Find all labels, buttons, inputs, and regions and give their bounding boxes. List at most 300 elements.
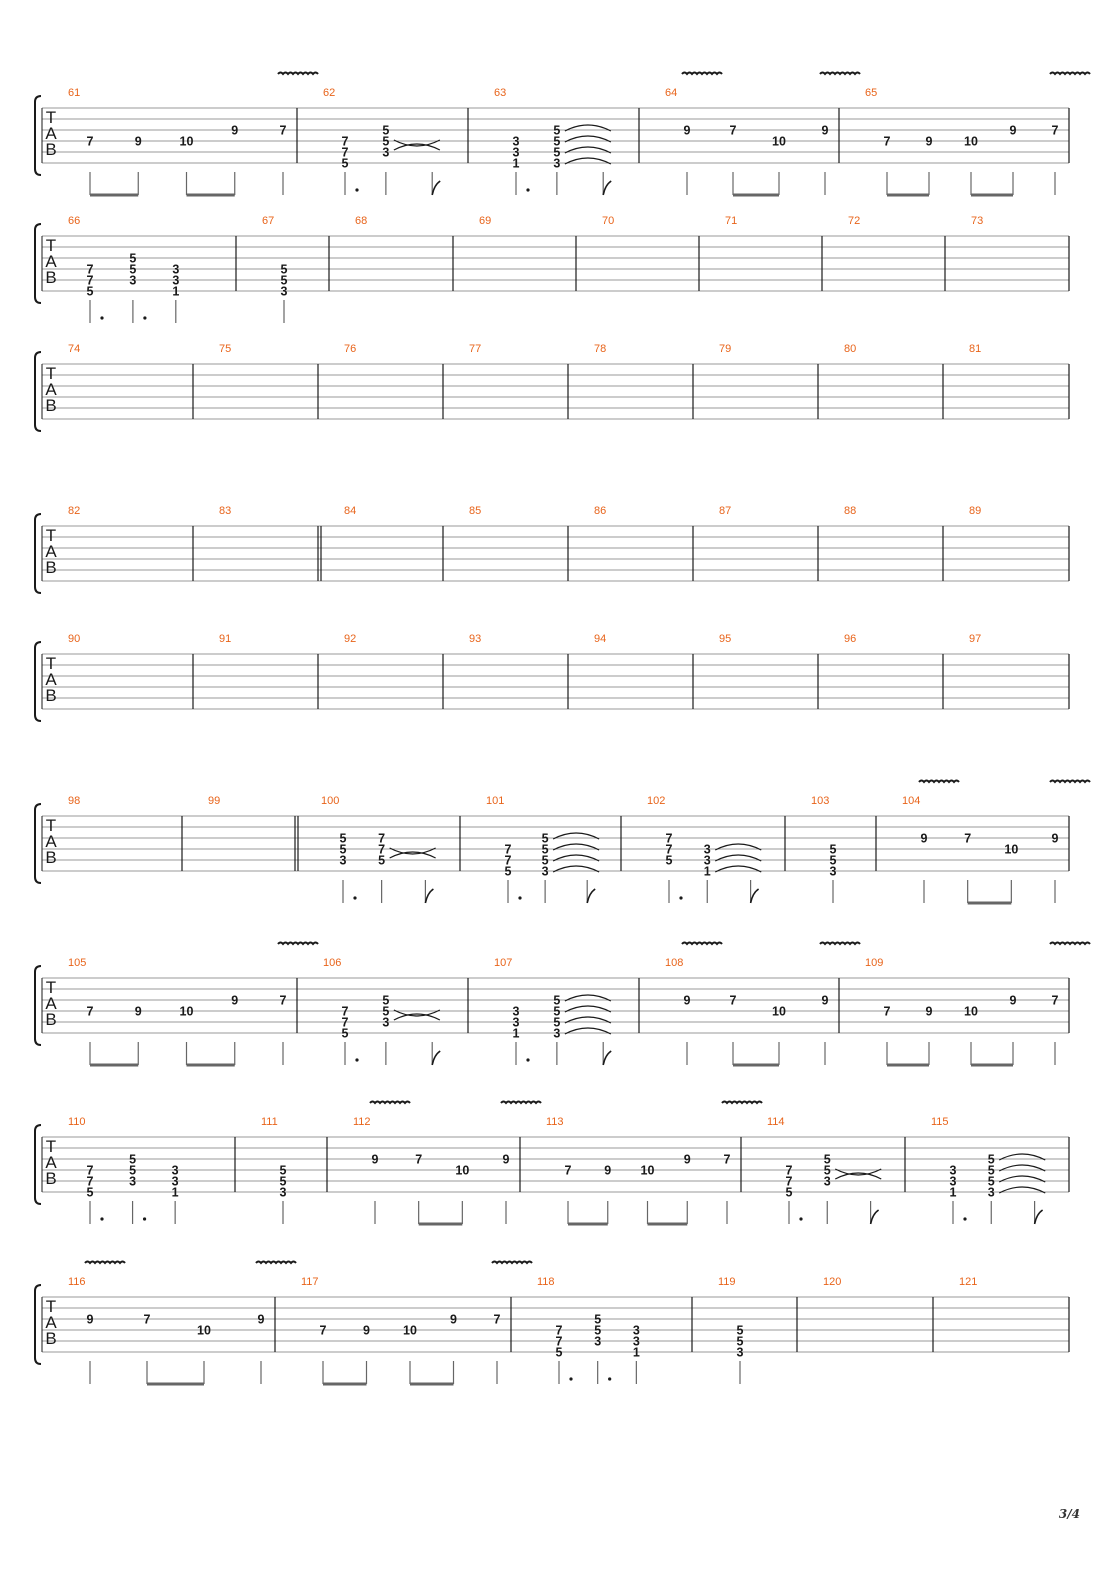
measure-number: 81 (969, 343, 982, 355)
fret-number: 5 (541, 853, 549, 868)
fret-number: 1 (703, 864, 711, 879)
tab-note (737, 1324, 744, 1385)
tab-note (256, 1262, 296, 1385)
fret-number: 3 (987, 1185, 995, 1200)
fret-number: 9 (821, 993, 829, 1008)
fret-number: 9 (231, 993, 239, 1008)
vibrato-mark (370, 1102, 410, 1104)
measure-number: 91 (219, 633, 232, 645)
tab-note (926, 135, 933, 196)
fret-number: 5 (987, 1152, 995, 1167)
vibrato-mark (278, 943, 318, 945)
measure-number: 100 (321, 795, 340, 807)
tab-note (751, 880, 759, 903)
fret-number: 7 (665, 842, 673, 857)
fret-number: 7 (86, 1004, 94, 1019)
measure-number: 87 (719, 505, 732, 517)
fret-number: 3 (553, 156, 561, 171)
measure-number: 62 (323, 87, 336, 99)
fret-number: 5 (504, 864, 512, 879)
tab-note (85, 1262, 125, 1385)
tab-note (964, 135, 978, 196)
tab-clef-letter: A (45, 542, 57, 561)
fret-number: 3 (594, 1334, 602, 1349)
duration-dot (100, 1217, 103, 1220)
fret-number: 9 (683, 123, 691, 138)
fret-number: 5 (829, 853, 837, 868)
measure (355, 215, 367, 227)
duration-dot (518, 896, 521, 899)
fret-number: 5 (280, 262, 288, 277)
fret-number: 5 (339, 842, 347, 857)
tab-system (35, 343, 1069, 431)
tab-note (382, 994, 439, 1066)
fret-number: 7 (1051, 123, 1059, 138)
system-bracket (35, 966, 41, 1045)
measure (719, 343, 731, 355)
note-flag (432, 181, 440, 195)
tab-clef-letter: A (45, 670, 57, 689)
fret-number: 3 (512, 1015, 520, 1030)
tab-note (772, 1005, 786, 1066)
note-flag (603, 1051, 611, 1065)
measure-number: 105 (68, 957, 87, 969)
measure (848, 215, 860, 227)
measure-number: 73 (971, 215, 984, 227)
tab-note (964, 1005, 978, 1066)
fret-number: 3 (382, 1015, 390, 1030)
tab-note (320, 1324, 327, 1385)
tab-note (432, 1042, 440, 1065)
fret-number: 3 (512, 1004, 520, 1019)
fret-number: 10 (197, 1323, 211, 1338)
measure-number: 74 (68, 343, 81, 355)
measure-number: 119 (718, 1276, 736, 1288)
fret-number: 5 (553, 145, 561, 160)
fret-number: 5 (665, 853, 673, 868)
fret-number: 7 (86, 1174, 94, 1189)
measure-number: 106 (323, 957, 342, 969)
note-flag (603, 181, 611, 195)
tab-note (231, 124, 238, 196)
measure-number: 101 (486, 795, 505, 807)
tab-note (415, 1153, 422, 1225)
measure-number: 96 (844, 633, 857, 645)
measure-number: 89 (969, 505, 982, 517)
fret-number: 5 (378, 853, 386, 868)
tab-note (820, 73, 860, 196)
tab-clef-letter: A (45, 832, 57, 851)
fret-number: 5 (736, 1323, 744, 1338)
measure-number: 64 (665, 87, 678, 99)
fret-number: 5 (553, 1004, 561, 1019)
tab-note (513, 135, 530, 196)
fret-number: 5 (541, 831, 549, 846)
fret-number: 1 (632, 1345, 640, 1360)
tab-system (35, 781, 1090, 904)
fret-number: 7 (883, 134, 891, 149)
measure (725, 215, 737, 227)
tab-note (682, 73, 722, 196)
fret-number: 7 (504, 842, 512, 857)
measure-number: 79 (719, 343, 732, 355)
measure (479, 215, 491, 227)
measure (219, 505, 231, 517)
note-flag (1035, 1210, 1043, 1224)
tab-note (830, 843, 837, 904)
fret-number: 3 (129, 1174, 137, 1189)
measure-number: 78 (594, 343, 607, 355)
fret-number: 7 (86, 262, 94, 277)
fret-number: 3 (171, 1163, 179, 1178)
fret-number: 5 (555, 1345, 563, 1360)
fret-number: 7 (143, 1312, 151, 1327)
fret-number: 5 (129, 251, 137, 266)
fret-number: 1 (172, 284, 180, 299)
fret-number: 3 (541, 864, 549, 879)
tab-note (425, 880, 433, 903)
fret-number: 10 (403, 1323, 417, 1338)
tab-note (604, 1164, 611, 1225)
system-bracket (35, 352, 41, 431)
fret-number: 7 (86, 134, 94, 149)
tab-clef-letter: A (45, 1313, 57, 1332)
vibrato-mark (501, 1102, 541, 1104)
system-bracket (35, 96, 41, 175)
fret-number: 3 (382, 145, 390, 160)
measure (219, 343, 231, 355)
tab-note (278, 943, 318, 1066)
measure (353, 1102, 541, 1225)
fret-number: 7 (665, 831, 673, 846)
system-bracket (35, 642, 41, 721)
tab-note (340, 832, 357, 904)
measure-number: 90 (68, 633, 81, 645)
fret-number: 7 (341, 145, 349, 160)
system-bracket (35, 514, 41, 593)
fret-number: 7 (723, 1152, 731, 1167)
fret-number: 3 (703, 842, 711, 857)
fret-number: 9 (683, 1152, 691, 1167)
fret-number: 10 (179, 1004, 194, 1019)
vibrato-mark (820, 943, 860, 945)
measure (969, 505, 981, 517)
measure-number: 70 (602, 215, 615, 227)
fret-number: 5 (541, 842, 549, 857)
note-flag (425, 889, 433, 903)
tab-note (363, 1324, 370, 1385)
vibrato-mark (722, 1102, 762, 1104)
fret-number: 3 (632, 1323, 640, 1338)
tab-note (988, 1153, 1045, 1225)
measure-number: 63 (494, 87, 507, 99)
fret-number: 9 (821, 123, 829, 138)
tab-note (1050, 943, 1090, 1066)
tab-note (556, 1324, 573, 1385)
measure-number: 118 (537, 1276, 555, 1288)
tab-clef-letter: A (45, 124, 57, 143)
tab-note (786, 1164, 803, 1225)
measure (219, 633, 231, 645)
fret-number: 7 (729, 123, 737, 138)
measure (969, 633, 981, 645)
measure-number: 111 (261, 1116, 278, 1128)
fret-number: 7 (86, 273, 94, 288)
measure-number: 109 (865, 957, 884, 969)
tab-note (87, 1005, 94, 1066)
measure (68, 795, 80, 807)
measure-number: 77 (469, 343, 482, 355)
measure (902, 781, 1090, 904)
tab-note (87, 1164, 104, 1225)
tab-note (382, 124, 439, 196)
fret-number: 3 (339, 853, 347, 868)
measure (971, 215, 983, 227)
fret-number: 5 (382, 1004, 390, 1019)
vibrato-mark (1050, 781, 1090, 783)
tab-note (950, 1164, 967, 1225)
fret-number: 5 (785, 1185, 793, 1200)
measure-number: 98 (68, 795, 81, 807)
tie-curve (394, 1014, 440, 1020)
measure-number: 72 (848, 215, 861, 227)
measure (469, 633, 481, 645)
fret-number: 10 (640, 1163, 655, 1178)
tab-note (730, 124, 737, 196)
fret-number: 7 (319, 1323, 327, 1338)
fret-number: 5 (279, 1174, 287, 1189)
duration-dot (355, 1058, 358, 1061)
tab-clef-letter: B (45, 848, 57, 867)
fret-number: 9 (1051, 831, 1059, 846)
fret-number: 7 (1051, 993, 1059, 1008)
tab-note (180, 1005, 194, 1066)
fret-number: 3 (280, 284, 288, 299)
duration-dot (355, 188, 358, 191)
measure (844, 343, 856, 355)
tab-note (565, 1164, 572, 1225)
tab-clef-letter: B (45, 1169, 57, 1188)
note-flag (587, 889, 595, 903)
measure-number: 69 (479, 215, 492, 227)
tab-clef-letter: T (45, 108, 57, 127)
measure-number: 107 (494, 957, 513, 969)
tab-system (35, 215, 1069, 323)
fret-number: 5 (339, 831, 347, 846)
fret-number: 5 (86, 1185, 94, 1200)
fret-number: 3 (829, 864, 837, 879)
tab-clef-letter: T (45, 654, 57, 673)
measure-number: 115 (931, 1116, 949, 1128)
tab-note (682, 943, 722, 1066)
tab-note (180, 135, 194, 196)
tie-curve (394, 144, 440, 150)
fret-number: 9 (363, 1323, 370, 1338)
vibrato-mark (492, 1262, 532, 1264)
measure (68, 505, 80, 517)
fret-number: 3 (632, 1334, 640, 1349)
measure-number: 95 (719, 633, 732, 645)
measure-number: 114 (767, 1116, 785, 1128)
measure (68, 73, 318, 196)
tab-note (87, 263, 104, 324)
measure-number: 67 (262, 215, 275, 227)
tab-note (492, 1262, 532, 1385)
duration-dot (526, 188, 529, 191)
measure (469, 343, 481, 355)
fret-number: 9 (604, 1163, 612, 1178)
tab-note (280, 1164, 287, 1225)
measure (68, 633, 80, 645)
fret-number: 9 (1009, 993, 1017, 1008)
measure-number: 80 (844, 343, 857, 355)
fret-number: 7 (341, 1015, 349, 1030)
vibrato-mark (1050, 943, 1090, 945)
measure-number: 83 (219, 505, 232, 517)
measure-number: 116 (68, 1276, 86, 1288)
tab-clef-letter: B (45, 1010, 57, 1029)
fret-number: 3 (172, 262, 180, 277)
fret-number: 5 (553, 123, 561, 138)
tab-note (704, 843, 761, 904)
fret-number: 5 (553, 1015, 561, 1030)
fret-number: 1 (512, 156, 520, 171)
measure (546, 1102, 762, 1225)
system-bracket (35, 224, 41, 303)
measure-number: 88 (844, 505, 857, 517)
tab-note (824, 1153, 881, 1225)
fret-number: 9 (920, 831, 928, 846)
duration-dot (608, 1377, 611, 1380)
tab-note (553, 124, 610, 196)
fret-number: 5 (382, 993, 390, 1008)
fret-number: 10 (964, 1004, 978, 1019)
tab-system (35, 943, 1090, 1066)
fret-number: 5 (341, 1026, 349, 1041)
fret-number: 1 (171, 1185, 179, 1200)
measure (68, 943, 318, 1066)
measure-number: 99 (208, 795, 221, 807)
fret-number: 10 (179, 134, 194, 149)
fret-number: 3 (129, 273, 137, 288)
tab-note (135, 1005, 142, 1066)
tab-clef-letter: T (45, 816, 57, 835)
tab-clef-letter: A (45, 252, 57, 271)
tab-note (432, 172, 440, 195)
tie-curve (390, 852, 436, 858)
tab-note (926, 1005, 933, 1066)
fret-number: 5 (823, 1152, 831, 1167)
tab-note (1004, 843, 1018, 904)
vibrato-mark (919, 781, 959, 783)
fret-number: 7 (86, 1163, 94, 1178)
fret-number: 10 (1004, 842, 1019, 857)
measure (865, 73, 1090, 196)
measure (68, 1262, 296, 1385)
fret-number: 9 (502, 1152, 510, 1167)
fret-number: 9 (925, 134, 933, 149)
tab-note (342, 135, 359, 196)
tab-clef-letter: T (45, 364, 57, 383)
fret-number: 7 (341, 1004, 349, 1019)
tab-note (919, 781, 959, 904)
tab-system (35, 1262, 1069, 1385)
measure-number: 61 (68, 87, 81, 99)
fret-number: 5 (341, 156, 349, 171)
tab-note (1010, 124, 1017, 196)
tab-note (172, 263, 179, 324)
measure (344, 633, 356, 645)
tab-note (450, 1313, 457, 1385)
duration-dot (799, 1217, 802, 1220)
tab-clef-letter: T (45, 1297, 57, 1316)
fret-number: 5 (553, 993, 561, 1008)
tab-note (403, 1324, 417, 1385)
tab-note (144, 1313, 151, 1385)
fret-number: 5 (129, 262, 137, 277)
measure (969, 343, 981, 355)
fret-number: 7 (378, 831, 386, 846)
fret-number: 7 (964, 831, 972, 846)
measure-number: 65 (865, 87, 878, 99)
note-flag (751, 889, 759, 903)
tab-note (603, 1042, 611, 1065)
measure-number: 75 (219, 343, 232, 355)
fret-number: 10 (964, 134, 978, 149)
measure-number: 92 (344, 633, 357, 645)
measure (594, 505, 606, 517)
tab-note (1050, 73, 1090, 196)
measure-number: 104 (902, 795, 921, 807)
tab-system (35, 1102, 1069, 1225)
tab-note (684, 1153, 691, 1225)
tab-note (587, 880, 595, 903)
tab-note (820, 943, 860, 1066)
fret-number: 3 (171, 1174, 179, 1189)
tab-note (641, 1164, 655, 1225)
measure (344, 343, 356, 355)
tab-note (370, 1102, 410, 1225)
duration-dot (963, 1217, 966, 1220)
measure-number: 93 (469, 633, 482, 645)
duration-dot (143, 1217, 146, 1220)
measure-number: 68 (355, 215, 368, 227)
tab-clef-letter: B (45, 396, 57, 415)
fret-number: 9 (371, 1152, 379, 1167)
measure (665, 73, 860, 196)
measure (469, 505, 481, 517)
tab-note (542, 832, 599, 904)
fret-number: 10 (772, 134, 786, 149)
fret-number: 9 (450, 1312, 457, 1327)
system-bracket (35, 804, 41, 883)
tab-system (35, 73, 1090, 196)
fret-number: 3 (512, 145, 520, 160)
tab-clef-letter: A (45, 380, 57, 399)
tab-clef-letter: A (45, 994, 57, 1013)
measure (823, 1276, 841, 1288)
measure-number: 102 (647, 795, 666, 807)
measure-number: 84 (344, 505, 357, 517)
vibrato-mark (85, 1262, 125, 1264)
measure (301, 1262, 532, 1385)
fret-number: 5 (382, 123, 390, 138)
tab-clef-letter: T (45, 526, 57, 545)
vibrato-mark (820, 73, 860, 75)
measure (959, 1276, 977, 1288)
fret-number: 9 (1009, 123, 1017, 138)
fret-number: 5 (553, 134, 561, 149)
